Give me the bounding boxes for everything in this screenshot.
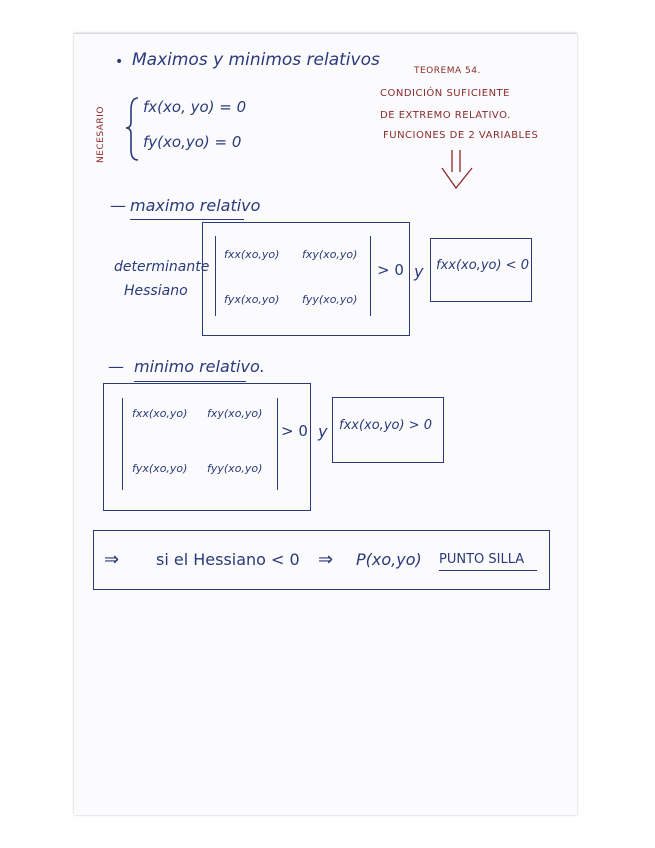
minimo-relation: > 0 bbox=[281, 422, 308, 440]
teorema-line-1: CONDICIÓN SUFICIENTE bbox=[380, 88, 510, 99]
implies-arrow-2: ⇒ bbox=[318, 549, 334, 570]
down-arrow-icon bbox=[442, 150, 472, 188]
hessian-entry-fyx: fyx(xo,yo) bbox=[224, 293, 280, 306]
minimo-heading: minimo relativo. bbox=[134, 357, 265, 376]
necessary-equation-2: fy(xo,yo) = 0 bbox=[143, 133, 242, 151]
minimo-connector: y bbox=[318, 422, 328, 441]
bullet: • bbox=[115, 54, 124, 70]
hessian-entry-fyy: fyy(xo,yo) bbox=[207, 462, 263, 475]
hessian-entry-fyx: fyx(xo,yo) bbox=[132, 462, 188, 475]
teorema-line-3: FUNCIONES DE 2 VARIABLES bbox=[383, 130, 539, 141]
silla-point: P(xo,yo) bbox=[356, 550, 422, 569]
maximo-heading: maximo relativo bbox=[130, 196, 261, 215]
minimo-condition: fxx(xo,yo) > 0 bbox=[339, 418, 432, 433]
dash: — bbox=[110, 196, 126, 215]
silla-label: PUNTO SILLA bbox=[439, 552, 525, 567]
hessian-entry-fxy: fxy(xo,yo) bbox=[302, 248, 358, 261]
maximo-condition: fxx(xo,yo) < 0 bbox=[436, 258, 529, 273]
page-title: Maximos y minimos relativos bbox=[132, 50, 380, 70]
silla-text: si el Hessiano < 0 bbox=[156, 550, 300, 569]
necessary-brace bbox=[126, 98, 138, 160]
maximo-relation: > 0 bbox=[377, 261, 404, 279]
hessian-entry-fxx: fxx(xo,yo) bbox=[132, 407, 188, 420]
determinant-label: determinante bbox=[114, 259, 210, 275]
teorema-label: TEOREMA 54. bbox=[414, 66, 481, 76]
necesario-label: NECESARIO bbox=[96, 106, 106, 163]
necessary-equation-1: fx(xo, yo) = 0 bbox=[143, 98, 247, 116]
maximo-connector: y bbox=[414, 262, 424, 281]
implies-arrow-1: ⇒ bbox=[104, 549, 120, 570]
teorema-line-2: DE EXTREMO RELATIVO. bbox=[380, 110, 511, 121]
hessian-label: Hessiano bbox=[124, 283, 188, 299]
dash: — bbox=[108, 357, 124, 376]
hessian-entry-fxx: fxx(xo,yo) bbox=[224, 248, 280, 261]
hessian-entry-fyy: fyy(xo,yo) bbox=[302, 293, 358, 306]
hessian-entry-fxy: fxy(xo,yo) bbox=[207, 407, 263, 420]
